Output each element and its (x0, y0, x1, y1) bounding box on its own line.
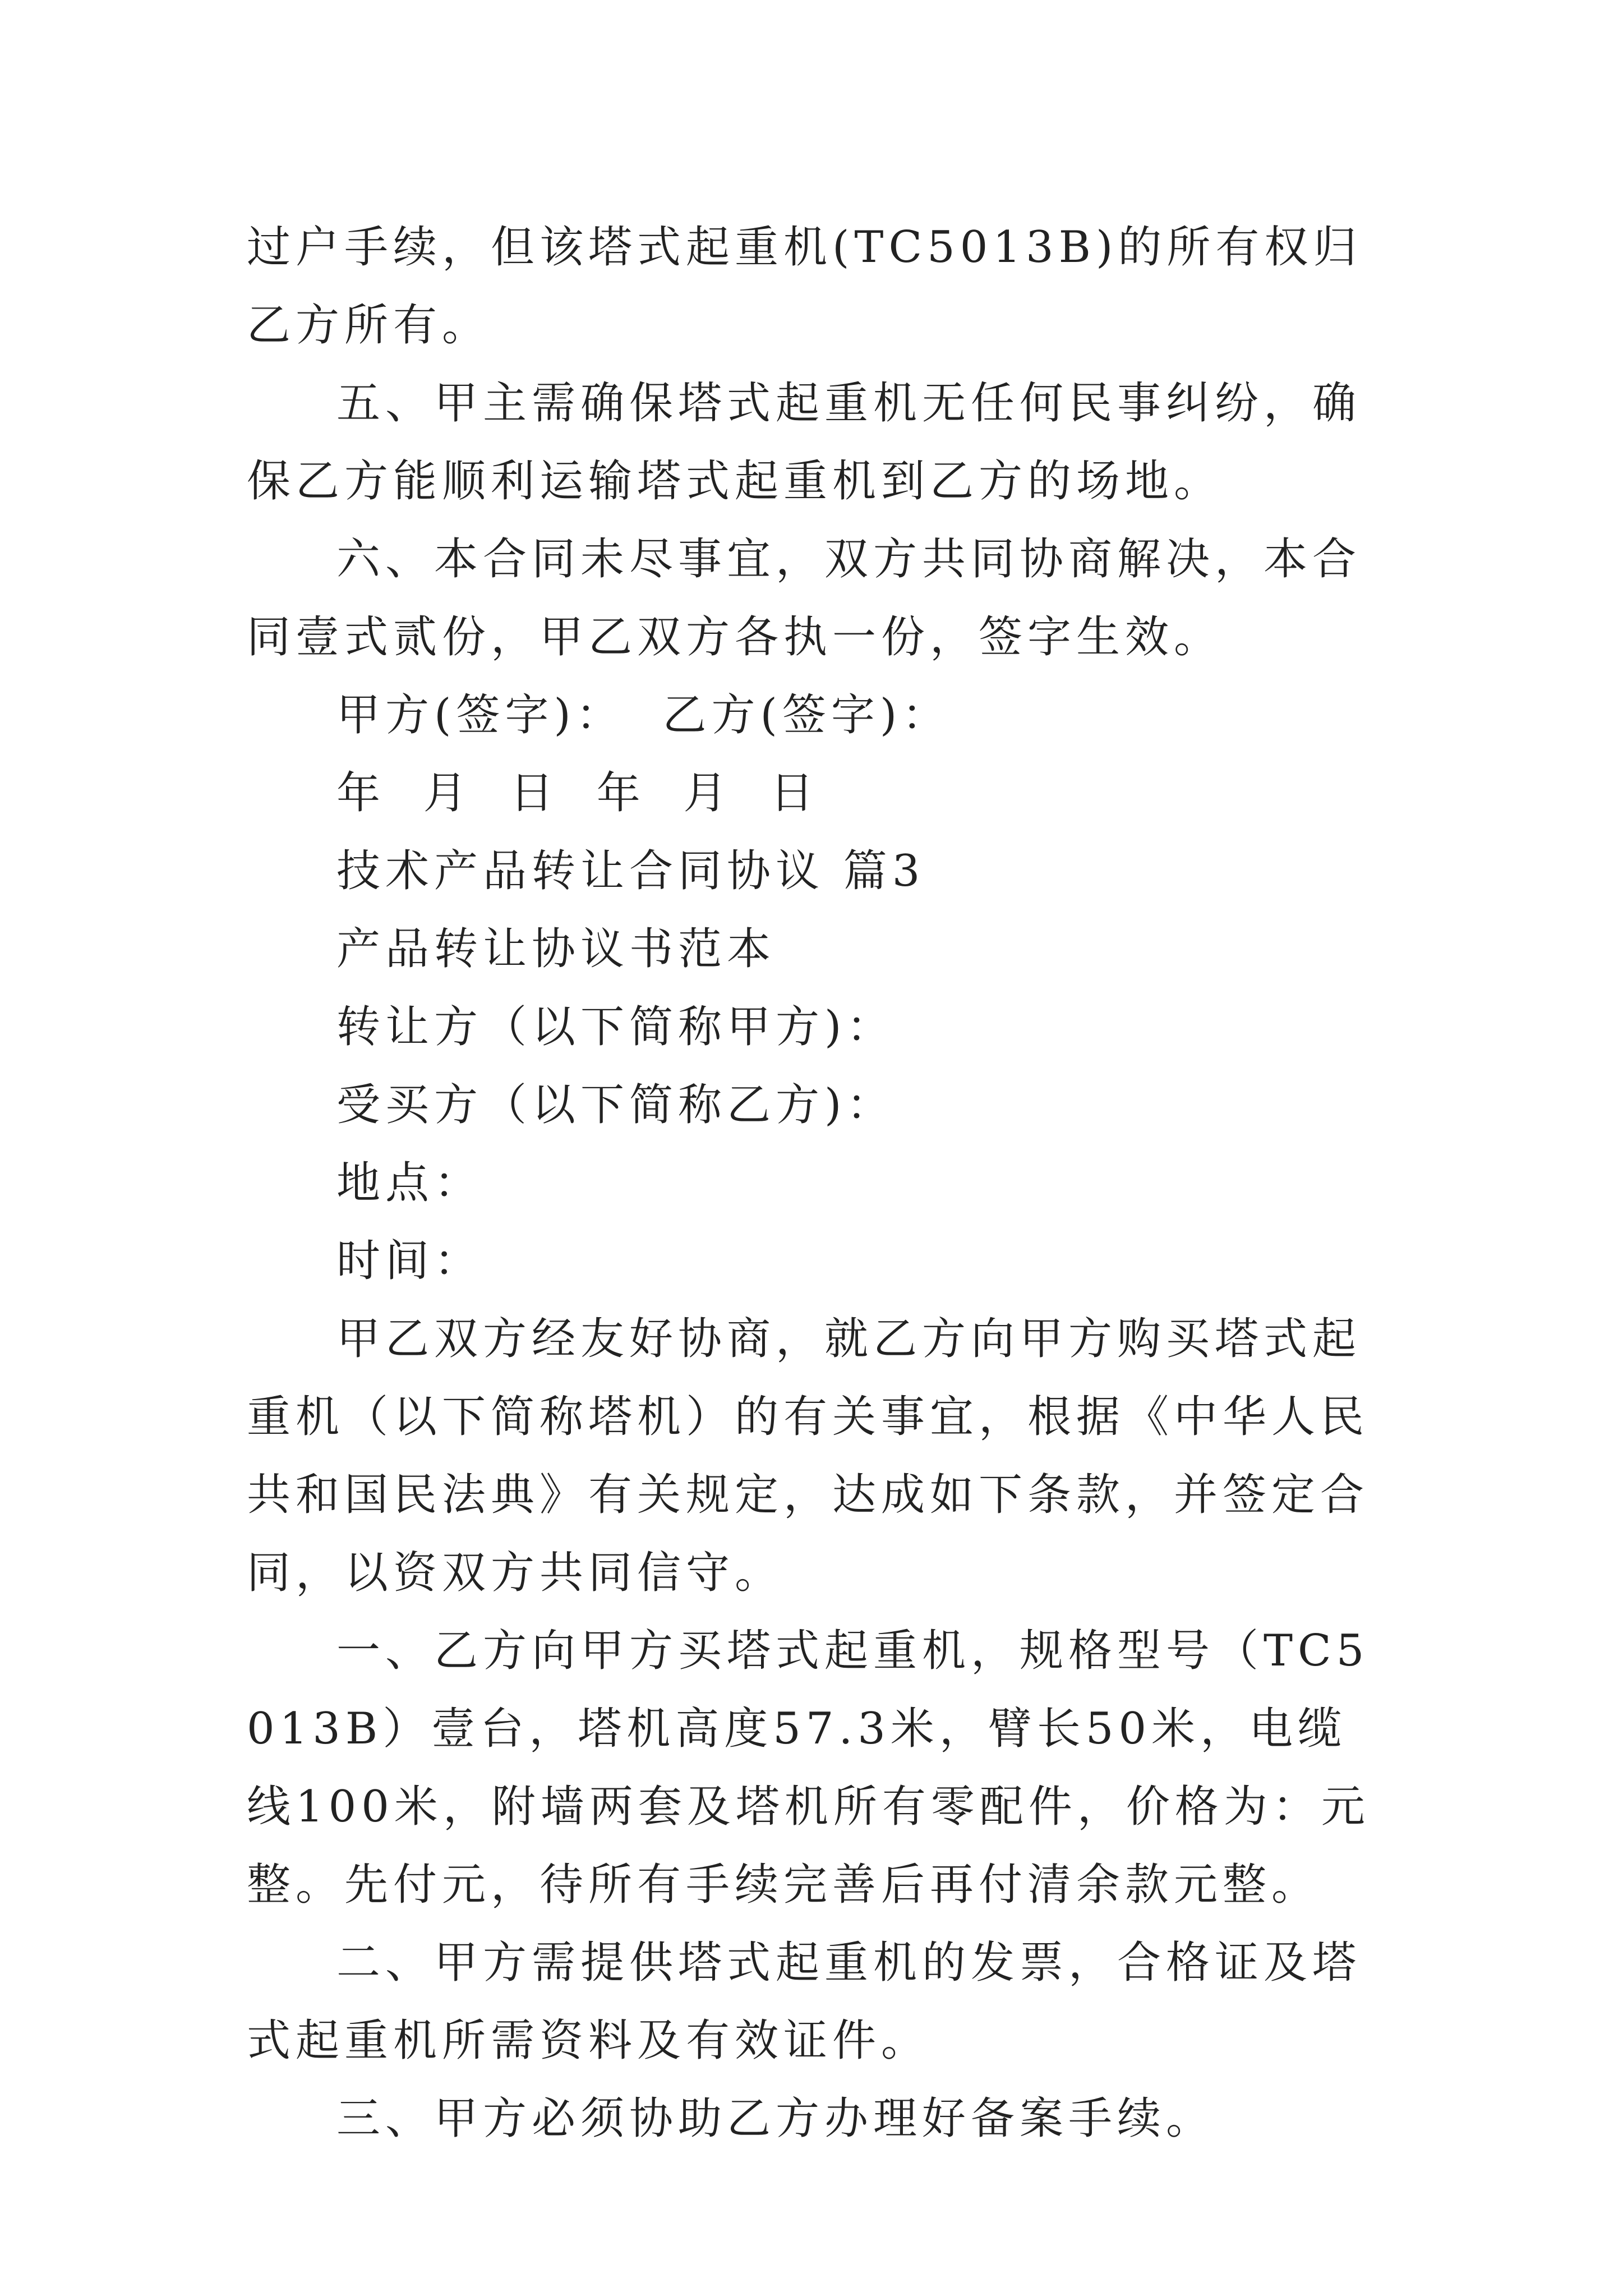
paragraph-ownership-continued: 过户手续，但该塔式起重机(TC5013B)的所有权归乙方所有。 (247, 222, 1362, 351)
paragraph-clause-one: 一、乙方向甲方买塔式起重机，规格型号（TC5013B）壹台，塔机高度57.3米，臂长50米，电缆线100米，附墙两套及塔机所有零配件，价格为：元整。先付元，待所有手续完善后再付清余款元整。 (247, 1626, 1370, 1910)
document-body (247, 209, 1391, 2158)
document-subtitle: 产品转让协议书范本 (336, 924, 776, 974)
paragraph-clause-six: 六、本合同未尽事宜，双方共同协商解决，本合同壹式贰份，甲乙双方各执一份，签字生效。 (247, 534, 1362, 662)
date-line: 年 月 日 年 月 日 (336, 768, 819, 818)
location-line: 地点： (336, 1158, 483, 1208)
paragraph-clause-three: 三、甲方必须协助乙方办理好备案手续。 (336, 2093, 1215, 2144)
signature-line: 甲方(签字)： 乙方(签字)： (336, 690, 951, 740)
section-title: 技术产品转让合同协议 篇3 (336, 846, 925, 896)
transferor-line: 转让方（以下简称甲方)： (336, 1002, 896, 1052)
paragraph-clause-two: 二、甲方需提供塔式起重机的发票，合格证及塔式起重机所需资料及有效证件。 (247, 1938, 1362, 2066)
paragraph-clause-five: 五、甲主需确保塔式起重机无任何民事纠纷，确保乙方能顺利运输塔式起重机到乙方的场地。 (247, 378, 1362, 507)
time-line: 时间： (336, 1236, 483, 1286)
buyer-line: 受买方（以下简称乙方)： (336, 1080, 896, 1130)
paragraph-preamble: 甲乙双方经友好协商，就乙方向甲方购买塔式起重机（以下简称塔机）的有关事宜，根据《中华人民共和国民法典》有关规定，达成如下条款，并签定合同，以资双方共同信守。 (247, 1314, 1370, 1598)
